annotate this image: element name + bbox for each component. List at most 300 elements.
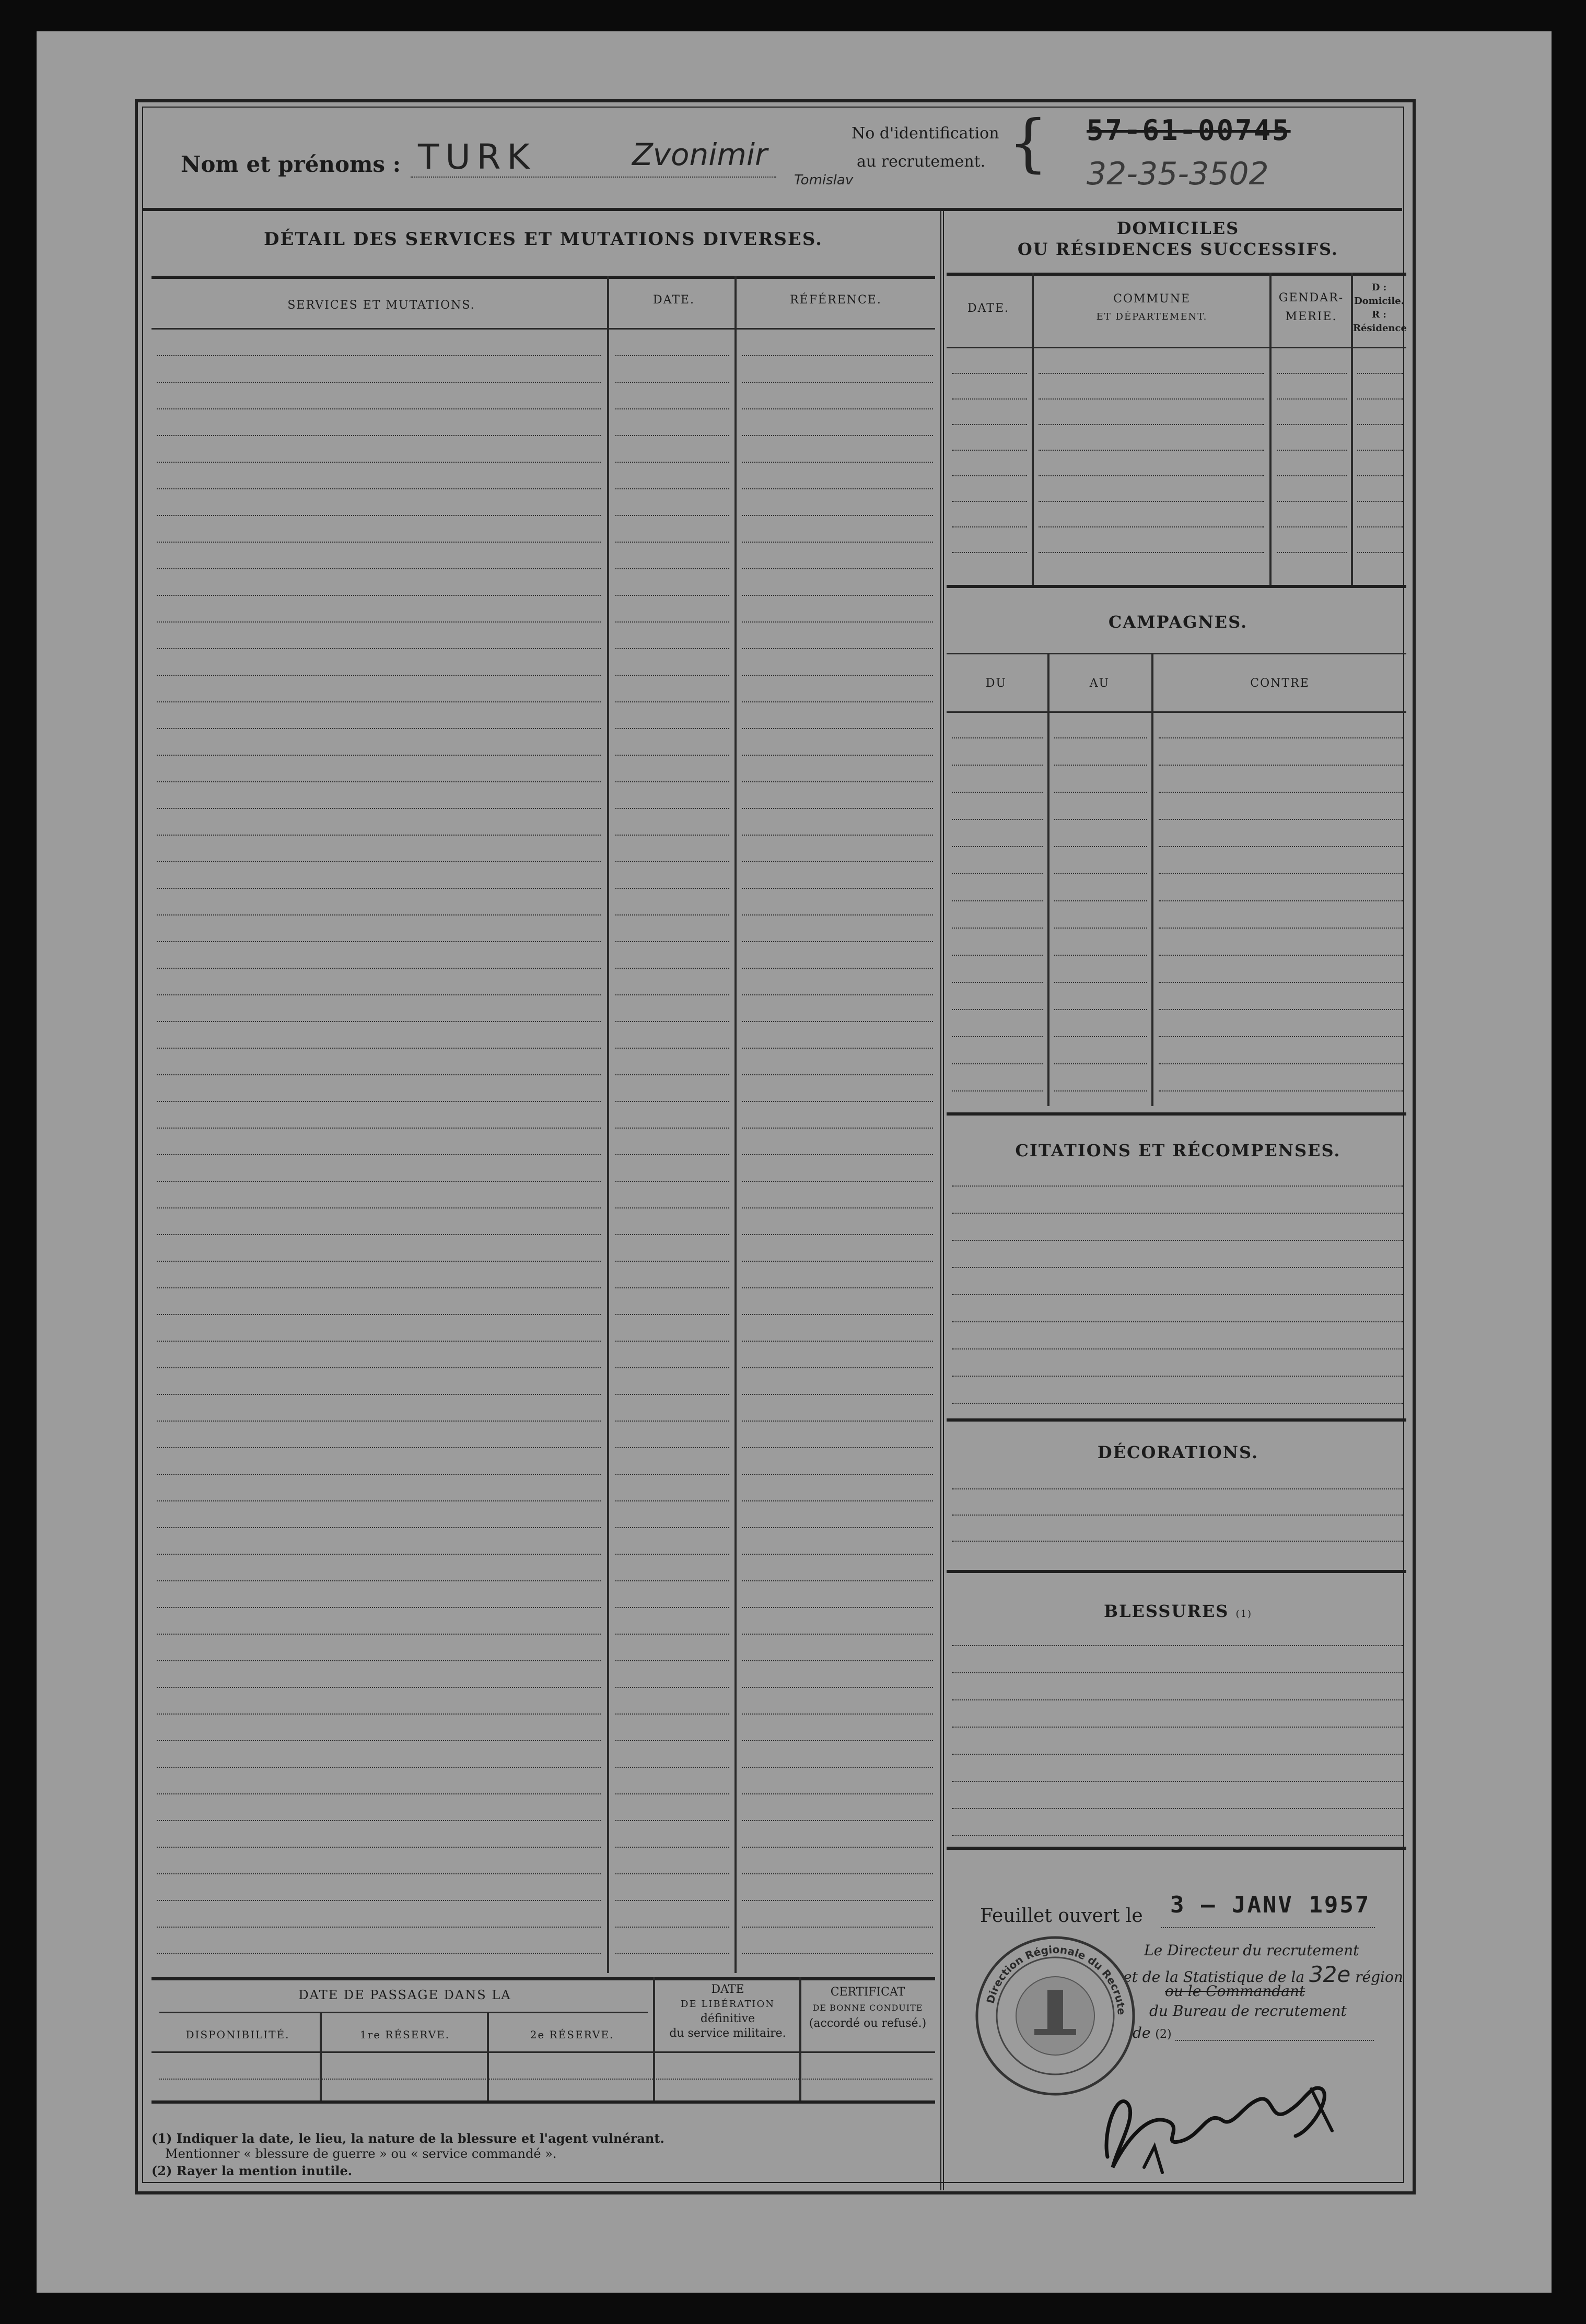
passage-bottom-rule [151,2100,935,2104]
citations-bottom-rule [947,1418,1406,1422]
dotted-rule [157,621,601,623]
domiciles-vline-2 [1269,273,1272,585]
dotted-rule [742,1660,933,1661]
dotted-rule [615,1820,729,1821]
dotted-rule [952,955,1043,956]
citations-title: CITATIONS ET RÉCOMPENSES. [1015,1141,1341,1160]
dotted-rule [742,1527,933,1528]
dotted-rule [952,900,1043,901]
header-divider [142,208,1402,211]
dotted-rule [157,1713,601,1715]
dotted-rule [952,1541,1403,1542]
dotted-rule [157,808,601,809]
dotted-rule [157,994,601,995]
certificat-line1: CERTIFICAT [830,1986,905,1999]
dotted-rule [157,1634,601,1635]
dotted-rule [1039,475,1264,476]
id-label-line2: au recrutement. [857,152,986,171]
dotted-rule [742,515,933,516]
dotted-rule [157,1554,601,1555]
dotted-rule [615,1873,729,1874]
dotted-rule [952,928,1043,929]
dotted-rule [1159,1036,1403,1037]
dotted-rule [742,1154,933,1155]
dotted-rule [952,1488,1403,1489]
dotted-rule [742,1820,933,1821]
dotted-rule [742,1234,933,1235]
dotted-rule [1277,501,1347,502]
director-line1: Le Directeur du recrutement [1144,1942,1359,1959]
dotted-rule [615,1660,729,1661]
dotted-rule [157,1367,601,1368]
signature [1087,2068,1358,2183]
dotted-rule [157,1394,601,1395]
name-label: Nom et prénoms : [181,151,401,177]
dotted-rule [952,1781,1403,1782]
dotted-rule [952,1727,1403,1728]
dotted-rule [1357,552,1403,553]
dotted-rule [952,1808,1403,1809]
given-name-value: Zvonimir [632,137,767,172]
services-col-services: SERVICES ET MUTATIONS. [287,299,475,312]
dotted-rule [742,1687,933,1688]
id-number-new: 32-35-3502 [1087,156,1269,192]
dotted-rule [742,1394,933,1395]
dotted-rule [615,941,729,942]
dotted-rule [742,1847,933,1848]
dotted-rule [742,1421,933,1422]
surname-value: TURK [418,137,536,177]
dotted-rule [742,1048,933,1049]
dotted-rule [952,873,1043,874]
given-name-note: Tomislav [794,172,854,188]
dotted-rule [157,1873,601,1874]
dotted-rule [615,515,729,516]
dotted-rule [157,1128,601,1129]
dotted-rule [615,1447,729,1448]
dotted-rule [157,675,601,676]
dotted-rule [157,488,601,489]
dotted-rule [157,1421,601,1422]
dotted-rule [157,1154,601,1155]
dotted-rule [1159,873,1403,874]
dotted-rule [742,755,933,756]
dotted-rule [742,861,933,862]
dotted-rule [742,1580,933,1581]
dotted-rule [742,1953,933,1954]
blessures-title-wrap [951,1601,1405,1621]
dotted-rule [742,1927,933,1928]
services-col-reference: RÉFÉRENCE. [790,294,882,307]
dotted-rule [952,501,1027,502]
dotted-rule [157,1287,601,1288]
dotted-rule [1054,737,1147,738]
dotted-rule [1054,955,1147,956]
liberation-line1: DATE [711,1983,744,1996]
dotted-rule [157,1048,601,1049]
dotted-rule [742,1740,933,1741]
dotted-rule [742,1021,933,1022]
dotted-rule [157,1527,601,1528]
dotted-rule [1159,737,1403,738]
dotted-rule [615,1474,729,1475]
dotted-rule [742,595,933,596]
campagnes-vline-1 [1047,653,1049,1106]
dotted-rule [615,1500,729,1501]
services-vline-1 [607,276,609,1973]
director-dotted-line [1175,2040,1374,2041]
dotted-rule [615,888,729,889]
director-line2: et de la Statistique de la [1123,1968,1305,1986]
dotted-rule [157,941,601,942]
dotted-rule [1054,765,1147,766]
dotted-rule [157,435,601,436]
dotted-rule [1357,501,1403,502]
dotted-rule [615,1287,729,1288]
dotted-rule [1277,424,1347,425]
dotted-rule [615,994,729,995]
passage-vline-2 [487,2012,489,2100]
domiciles-col-gendarmerie-1: GENDAR- [1278,291,1344,304]
dotted-rule [952,1645,1403,1646]
dotted-rule [952,1699,1403,1700]
certificat-line2: DE BONNE CONDUITE [812,2003,923,2013]
dotted-rule [615,595,729,596]
liberation-line4: du service militaire. [669,2027,786,2040]
feuillet-label: Feuillet ouvert le [980,1905,1143,1927]
campagnes-header-rule [947,711,1406,713]
dotted-rule [615,808,729,809]
dotted-rule [157,648,601,649]
dotted-rule [615,1527,729,1528]
dotted-rule [615,1021,729,1022]
dotted-rule [615,1767,729,1768]
dotted-rule [742,462,933,463]
footnote-1-line1: (1) Indiquer la date, le lieu, la nature de la blessure et l'agent vulnérant. [151,2131,664,2146]
passage-dotted-row [159,2079,932,2080]
dotted-rule [157,462,601,463]
dotted-rule [952,1090,1043,1091]
footnote-2: (2) Rayer la mention inutile. [151,2163,353,2178]
dotted-rule [1039,373,1264,374]
dotted-rule [1039,526,1264,527]
dotted-rule [952,552,1027,553]
campagnes-bottom-rule [947,1112,1406,1116]
dotted-rule [1277,398,1347,400]
dotted-rule [157,701,601,702]
dotted-rule [742,835,933,836]
dotted-rule [1054,846,1147,847]
dotted-rule [1159,792,1403,793]
liberation-line3: définitive [700,2012,755,2025]
dotted-rule [742,808,933,809]
dotted-rule [615,1740,729,1741]
dotted-rule [615,1234,729,1235]
director-line5: de [1133,2024,1151,2041]
dotted-rule [157,1660,601,1661]
feuillet-date-stamp: 3 — JANV 1957 [1170,1892,1371,1918]
director-line3: ou le Commandant [1165,1982,1305,2000]
dotted-rule [952,1835,1403,1836]
dotted-rule [157,1607,601,1608]
campagnes-col-du: DU [985,677,1007,690]
campagnes-col-au: AU [1089,677,1110,690]
director-line4: du Bureau de recrutement [1149,2002,1347,2020]
dotted-rule [157,888,601,889]
dotted-rule [742,1367,933,1368]
dotted-rule [952,1036,1043,1037]
dotted-rule [615,1261,729,1262]
dotted-rule [615,1341,729,1342]
region-number: 32e [1309,1962,1351,1987]
dotted-rule [1039,424,1264,425]
domiciles-col-dr-3: R : [1372,309,1386,320]
dotted-rule [615,1927,729,1928]
domiciles-bottom-rule [947,585,1406,588]
dotted-rule [157,542,601,543]
dotted-rule [615,435,729,436]
dotted-rule [952,792,1043,793]
dotted-rule [952,1348,1403,1349]
dotted-rule [742,1074,933,1075]
certificat-line3: (accordé ou refusé.) [809,2017,927,2030]
dotted-rule [1054,982,1147,983]
dotted-rule [1039,450,1264,451]
dotted-rule [1039,552,1264,553]
services-title: DÉTAIL DES SERVICES ET MUTATIONS DIVERSES. [264,229,823,250]
dotted-rule [742,675,933,676]
dotted-rule [952,737,1043,738]
domiciles-col-dr-4: Résidence [1353,323,1407,334]
domiciles-vline-3 [1351,273,1353,585]
dotted-rule [615,914,729,915]
dotted-rule [742,382,933,383]
dotted-rule [1357,398,1403,400]
dotted-rule [615,1074,729,1075]
dotted-rule [157,914,601,915]
dotted-rule [157,835,601,836]
dotted-rule [952,1213,1403,1214]
domiciles-title-line2: OU RÉSIDENCES SUCCESSIFS. [1017,239,1339,259]
dotted-rule [615,701,729,702]
dotted-rule [157,1101,601,1102]
dotted-rule [742,888,933,889]
dotted-rule [742,968,933,969]
dotted-rule [157,1500,601,1501]
dotted-rule [615,781,729,782]
dotted-rule [742,1500,933,1501]
dotted-rule [742,648,933,649]
dotted-rule [742,1873,933,1874]
dotted-rule [952,475,1027,476]
dotted-rule [1054,1063,1147,1064]
dotted-rule [1054,1009,1147,1010]
director-line2-end: région [1355,1968,1403,1986]
dotted-rule [742,1314,933,1315]
dotted-rule [615,462,729,463]
passage-title-rule [159,2012,648,2013]
dotted-rule [952,1754,1403,1755]
dotted-rule [157,1687,601,1688]
dotted-rule [615,1154,729,1155]
dotted-rule [157,861,601,862]
dotted-rule [615,488,729,489]
dotted-rule [1159,900,1403,901]
dotted-rule [1054,873,1147,874]
footnote-1-line2: Mentionner « blessure de guerre » ou « service commandé ». [165,2146,557,2161]
dotted-rule [1054,792,1147,793]
dotted-rule [952,373,1027,374]
dotted-rule [1277,552,1347,553]
dotted-rule [1159,982,1403,983]
services-title-rule [151,276,935,279]
domiciles-col-dr-1: D : [1371,282,1387,293]
dotted-rule [952,765,1043,766]
dotted-rule [615,835,729,836]
dotted-rule [615,1181,729,1182]
passage-vline-1 [320,2012,322,2100]
dotted-rule [157,1314,601,1315]
dotted-rule [952,1403,1403,1404]
dotted-rule [1054,1036,1147,1037]
dotted-rule [615,1101,729,1102]
passage-header-rule [151,2051,935,2053]
dotted-rule [952,1063,1043,1064]
dotted-rule [615,1207,729,1208]
dotted-rule [615,861,729,862]
id-bracket: { [1008,107,1048,180]
dotted-rule [1159,1063,1403,1064]
passage-title: DATE DE PASSAGE DANS LA [298,1988,511,2002]
stamp-text: Direction Régionale du Recrute [984,1943,1128,2016]
dotted-rule [1357,526,1403,527]
domiciles-col-dr-2: Domicile. [1354,296,1404,307]
dotted-rule [157,1474,601,1475]
dotted-rule [742,1554,933,1555]
dotted-rule [615,1367,729,1368]
dotted-rule [157,1927,601,1928]
dotted-rule [615,1128,729,1129]
dotted-rule [1159,1009,1403,1010]
dotted-rule [615,968,729,969]
domiciles-col-commune-2: ET DÉPARTEMENT. [1096,311,1208,322]
center-double-divider [940,211,944,2190]
dotted-rule [1159,1090,1403,1091]
dotted-rule [615,408,729,409]
passage-col-2e-reserve: 2e RÉSERVE. [530,2028,614,2041]
dotted-rule [1039,501,1264,502]
campagnes-title: CAMPAGNES. [1108,612,1248,632]
dotted-rule [157,1740,601,1741]
dotted-rule [1277,475,1347,476]
dotted-rule [742,1341,933,1342]
dotted-rule [1054,928,1147,929]
dotted-rule [615,621,729,623]
dotted-rule [952,526,1027,527]
dotted-rule [742,728,933,729]
dotted-rule [157,515,601,516]
passage-vline-3 [653,1977,655,2100]
dotted-rule [742,1101,933,1102]
domiciles-vline-1 [1032,273,1034,585]
dotted-rule [742,1287,933,1288]
dotted-rule [1054,819,1147,820]
dotted-rule [952,1515,1403,1516]
dotted-rule [952,398,1027,400]
dotted-rule [742,1181,933,1182]
dotted-rule [615,648,729,649]
dotted-rule [742,941,933,942]
dotted-rule [615,1713,729,1715]
director-line5-ref: (2) [1155,2028,1172,2041]
dotted-rule [615,1900,729,1901]
services-header-rule [151,328,935,330]
dotted-rule [615,1554,729,1555]
passage-top-rule [151,1977,935,1980]
dotted-rule [157,1447,601,1448]
dotted-rule [615,1314,729,1315]
dotted-rule [1357,373,1403,374]
dotted-rule [615,1421,729,1422]
dotted-rule [742,355,933,356]
dotted-rule [742,621,933,623]
dotted-rule [952,1186,1403,1187]
decorations-bottom-rule [947,1570,1406,1573]
dotted-rule [1159,955,1403,956]
dotted-rule [157,408,601,409]
campagnes-title-rule [947,653,1406,654]
dotted-rule [1159,765,1403,766]
passage-liberation [657,1982,798,2041]
dotted-rule [615,568,729,569]
dotted-rule [1277,450,1347,451]
dotted-rule [952,819,1043,820]
domiciles-col-dr [1353,281,1405,335]
services-col-date: DATE. [652,294,695,307]
dotted-rule [742,1474,933,1475]
dotted-rule [157,1261,601,1262]
dotted-rule [615,728,729,729]
dotted-rule [615,1580,729,1581]
dotted-rule [157,1580,601,1581]
dotted-rule [952,1294,1403,1295]
passage-vline-4 [799,1977,801,2100]
feuillet-dotted-line [1161,1927,1375,1928]
dotted-rule [1357,424,1403,425]
domiciles-col-gendarmerie-2: MERIE. [1285,310,1337,323]
dotted-rule [1159,819,1403,820]
passage-col-1re-reserve: 1re RÉSERVE. [359,2028,450,2041]
dotted-rule [742,1767,933,1768]
dotted-rule [742,1128,933,1129]
dotted-rule [952,1321,1403,1322]
dotted-rule [157,595,601,596]
liberation-line2: DE LIBÉRATION [681,1999,775,2010]
dotted-rule [157,1793,601,1794]
dotted-rule [157,568,601,569]
dotted-rule [742,408,933,409]
dotted-rule [157,1767,601,1768]
dotted-rule [742,1793,933,1794]
dotted-rule [742,1634,933,1635]
dotted-rule [952,424,1027,425]
dotted-rule [615,1394,729,1395]
services-vline-2 [734,276,737,1973]
dotted-rule [615,675,729,676]
dotted-rule [157,355,601,356]
dotted-rule [1054,1090,1147,1091]
dotted-rule [615,1634,729,1635]
